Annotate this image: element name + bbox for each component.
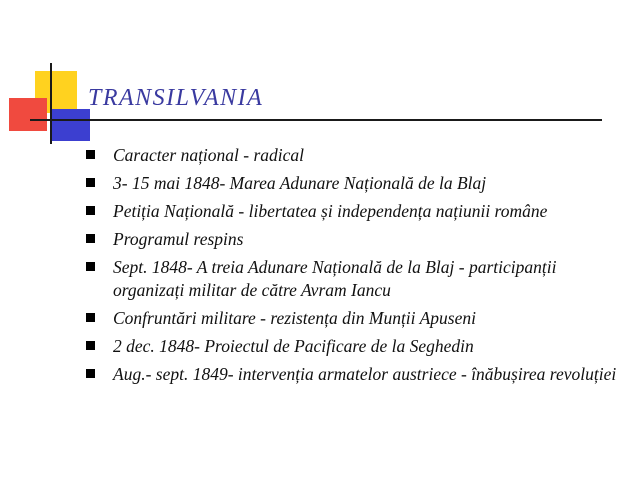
list-item bbox=[80, 335, 620, 358]
square-bullet-icon bbox=[86, 369, 95, 378]
list-item-text: Aug.- sept. 1849- intervenția armatelor austriece - înăbușirea revoluției bbox=[113, 364, 617, 384]
list-item bbox=[80, 228, 620, 251]
square-bullet-icon bbox=[86, 150, 95, 159]
bullet-list bbox=[80, 144, 620, 391]
decor-vertical-line bbox=[50, 63, 52, 144]
list-item bbox=[80, 172, 620, 195]
list-item-text: 2 dec. 1848- Proiectul de Pacificare de la Seghedin bbox=[113, 336, 474, 356]
square-bullet-icon bbox=[86, 262, 95, 271]
list-item-text: 3- 15 mai 1848- Marea Adunare Națională de la Blaj bbox=[113, 173, 487, 193]
list-item bbox=[80, 256, 620, 302]
decor-blue-square bbox=[50, 109, 90, 141]
square-bullet-icon bbox=[86, 206, 95, 215]
list-item bbox=[80, 307, 620, 330]
list-item bbox=[80, 144, 620, 167]
square-bullet-icon bbox=[86, 178, 95, 187]
title-underline bbox=[30, 119, 602, 121]
list-item bbox=[80, 200, 620, 223]
decor-red-square bbox=[9, 98, 47, 131]
slide-title: TRANSILVANIA bbox=[88, 85, 264, 111]
list-item-text: Confruntări militare - rezistența din Munții Apuseni bbox=[113, 308, 476, 328]
list-item bbox=[80, 363, 620, 386]
list-item-text: Caracter național - radical bbox=[113, 145, 305, 165]
list-item-text: Programul respins bbox=[113, 229, 244, 249]
list-item-text: Sept. 1848- A treia Adunare Națională de la Blaj - participanții organizați militar de către Avram Iancu bbox=[113, 257, 557, 300]
square-bullet-icon bbox=[86, 341, 95, 350]
list-item-text: Petiția Națională - libertatea și independența națiunii române bbox=[113, 201, 548, 221]
square-bullet-icon bbox=[86, 234, 95, 243]
square-bullet-icon bbox=[86, 313, 95, 322]
